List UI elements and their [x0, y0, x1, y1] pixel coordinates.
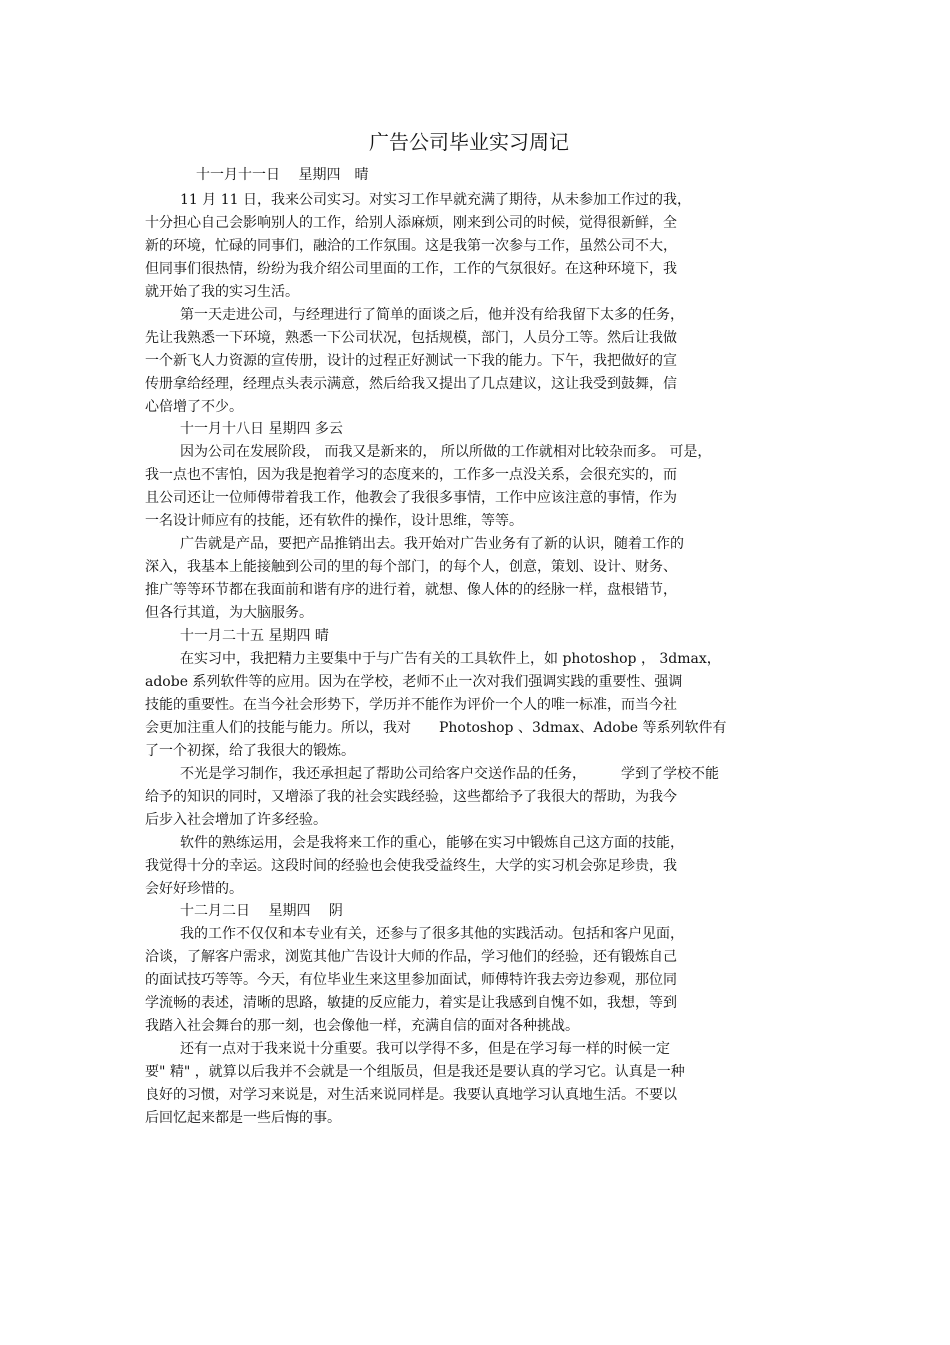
date-heading: 十一月二十五 星期四 晴: [180, 628, 329, 644]
text-line: 我一点也不害怕，因为我是抱着学习的态度来的，工作多一点没关系，会很充实的，而: [145, 467, 677, 483]
text-line: 广告就是产品，要把产品推销出去。我开始对广告业务有了新的认识，随着工作的: [180, 536, 684, 552]
text-line: 在实习中，我把精力主要集中于与广告有关的工具软件上，如 photoshop ， 3dmax，: [180, 651, 721, 667]
text-line: adobe 系列软件等的应用。因为在学校，老师不止一次对我们强调实践的重要性、强调: [145, 674, 683, 690]
date-heading: 十一月十八日 星期四 多云: [180, 421, 343, 437]
text-line: 新的环境，忙碌的同事们，融洽的工作氛围。这是我第一次参与工作，虽然公司不大，: [145, 238, 677, 254]
text-line: 但各行其道，为大脑服务。: [145, 605, 313, 621]
text-line: 洽谈，了解客户需求，浏览其他广告设计大师的作品，学习他们的经验，还有锻炼自己: [145, 949, 677, 965]
text-line: 给予的知识的同时，又增添了我的社会实践经验，这些都给予了我很大的帮助，为我今: [145, 789, 677, 805]
text-line: 传册拿给经理，经理点头表示满意，然后给我又提出了几点建议，这让我受到鼓舞，信: [145, 376, 677, 392]
text-line: 就开始了我的实习生活。: [145, 284, 299, 300]
text-line: 我踏入社会舞台的那一刻，也会像他一样，充满自信的面对各种挑战。: [145, 1018, 579, 1034]
text-line: 的面试技巧等等。今天，有位毕业生来这里参加面试，师傅特许我去旁边参观，那位同: [145, 972, 677, 988]
text-line: 一个新飞人力资源的宣传册，设计的过程正好测试一下我的能力。下午，我把做好的宣: [145, 353, 677, 369]
text-line: 技能的重要性。在当今社会形势下，学历并不能作为评价一个人的唯一标准，而当今社: [145, 697, 677, 713]
text-line: 但同事们很热情，纷纷为我介绍公司里面的工作，工作的气氛很好。在这种环境下，我: [145, 261, 677, 277]
text-line: 后回忆起来都是一些后悔的事。: [145, 1110, 341, 1126]
page-title: 广告公司毕业实习周记: [369, 130, 569, 154]
text-line: 软件的熟练运用，会是我将来工作的重心，能够在实习中锻炼自己这方面的技能，: [180, 835, 684, 851]
date-heading: 十二月二日 星期四 阴: [180, 903, 343, 919]
text-line: 会好好珍惜的。: [145, 881, 243, 897]
text-line: 推广等等环节都在我面前和谐有序的进行着，就想、像人体的的经脉一样，盘根错节，: [145, 582, 677, 598]
text-line: 十分担心自己会影响别人的工作，给别人添麻烦，刚来到公司的时候，觉得很新鲜，全: [145, 215, 677, 231]
text-line: 11 月 11 日，我来公司实习。对实习工作早就充满了期待，从未参加工作过的我，: [180, 192, 691, 208]
text-line: 我觉得十分的幸运。这段时间的经验也会使我受益终生，大学的实习机会弥足珍贵，我: [145, 858, 677, 874]
text-line: 一名设计师应有的技能，还有软件的操作，设计思维，等等。: [145, 513, 523, 529]
text-line: 学流畅的表述，清晰的思路，敏捷的反应能力，着实是让我感到自愧不如，我想，等到: [145, 995, 677, 1011]
text-line: 不光是学习制作，我还承担起了帮助公司给客户交送作品的任务， 学到了学校不能: [180, 766, 719, 782]
text-line: 因为公司在发展阶段， 而我又是新来的， 所以所做的工作就相对比较杂而多。 可是，: [180, 444, 712, 460]
date-heading: 十一月十一日 星期四 晴: [196, 167, 369, 183]
text-line: 后步入社会增加了许多经验。: [145, 812, 327, 828]
text-line: 良好的习惯，对学习来说是，对生活来说同样是。我要认真地学习认真地生活。不要以: [145, 1087, 677, 1103]
text-line: 深入，我基本上能接触到公司的里的每个部门，的每个人，创意，策划、设计、财务、: [145, 559, 677, 575]
text-line: 会更加注重人们的技能与能力。所以，我对 Photoshop 、3dmax、Adobe 等系列软件有: [145, 720, 727, 736]
text-line: 要" 精" ，就算以后我并不会就是一个组版员，但是我还是要认真的学习它。认真是一种: [145, 1064, 685, 1080]
text-line: 了一个初探，给了我很大的锻炼。: [145, 743, 355, 759]
text-line: 且公司还让一位师傅带着我工作，他教会了我很多事情，工作中应该注意的事情，作为: [145, 490, 677, 506]
text-line: 先让我熟悉一下环境，熟悉一下公司状况，包括规模，部门，人员分工等。然后让我做: [145, 330, 677, 346]
text-line: 还有一点对于我来说十分重要。我可以学得不多，但是在学习每一样的时候一定: [180, 1041, 670, 1057]
text-line: 心倍增了不少。: [145, 399, 243, 415]
text-line: 我的工作不仅仅和本专业有关，还参与了很多其他的实践活动。包括和客户见面，: [180, 926, 684, 942]
text-line: 第一天走进公司，与经理进行了简单的面谈之后，他并没有给我留下太多的任务，: [180, 307, 684, 323]
